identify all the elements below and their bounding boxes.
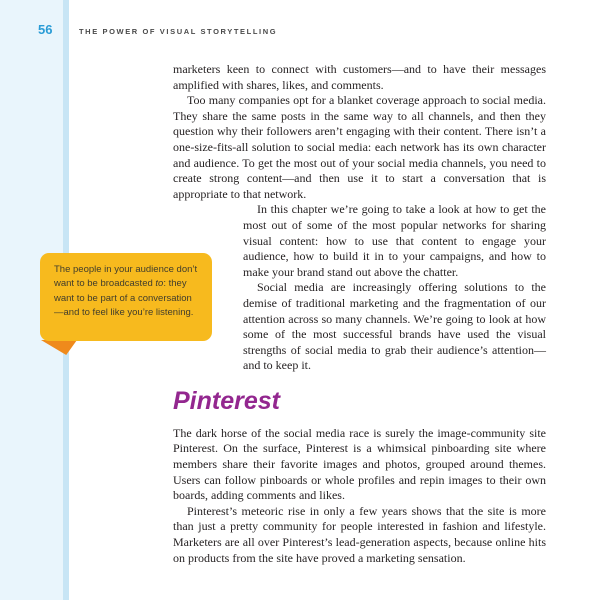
paragraph-1: marketers keen to connect with customers—and to have their messages amplified with shares, likes, and comments. [173, 62, 546, 92]
paragraph-4: Social media are increasingly offering solutions to the demise of traditional marketing and the fragmentation of our attention across so many channels. We’re going to look at how some of the most successful brands have used the visual strengths of social media to grab their audience’s attention—and to keep it. [243, 280, 546, 373]
page-number: 56 [38, 22, 53, 37]
callout-text-start: The people in your audience don’t want to be broadcasted [54, 264, 198, 290]
callout-box [40, 253, 212, 341]
paragraph-2: Too many companies opt for a blanket coverage approach to social media. They share the same posts in the same way to all channels, and then they question why their followers aren’t engaging with their content. There isn’t a one-size-fits-all solution to social media: each network has its own character and audience. To get the most out of your social media channels, you need to create strong content—and then use it to start a conversation that is appropriate to that network. [173, 93, 546, 201]
paragraph-6: Pinterest’s meteoric rise in only a few years shows that the site is more than just a pretty community for people interested in fashion and lifestyle. Marketers are all over Pinterest’s lead-generation aspects, because online hits on products from the site have proved a marketing sensation. [173, 503, 546, 565]
body-text-column [173, 62, 546, 566]
callout-text-end: : they want to be part of a conversation—and to feel like you’re listening. [54, 278, 194, 318]
running-title: THE POWER OF VISUAL STORYTELLING [79, 27, 278, 36]
paragraph-3: In this chapter we’re going to take a look at how to get the most out of some of the most popular networks for sharing visual content: how to use that content to engage your audience, how to build it in to your campaigns, and how to make your brand stand out above the chatter. [243, 202, 546, 279]
section-heading-pinterest: Pinterest [173, 386, 280, 415]
paragraph-5: The dark horse of the social media race is surely the image-community site Pinterest. On the surface, Pinterest is a whimsical pinboarding site where members share their favorite images and photos, grouped around themes. Users can follow pinboards or whole profiles and repin images to their own boards, adding comments and likes. [173, 425, 546, 503]
callout-text-italic: to [155, 278, 164, 290]
